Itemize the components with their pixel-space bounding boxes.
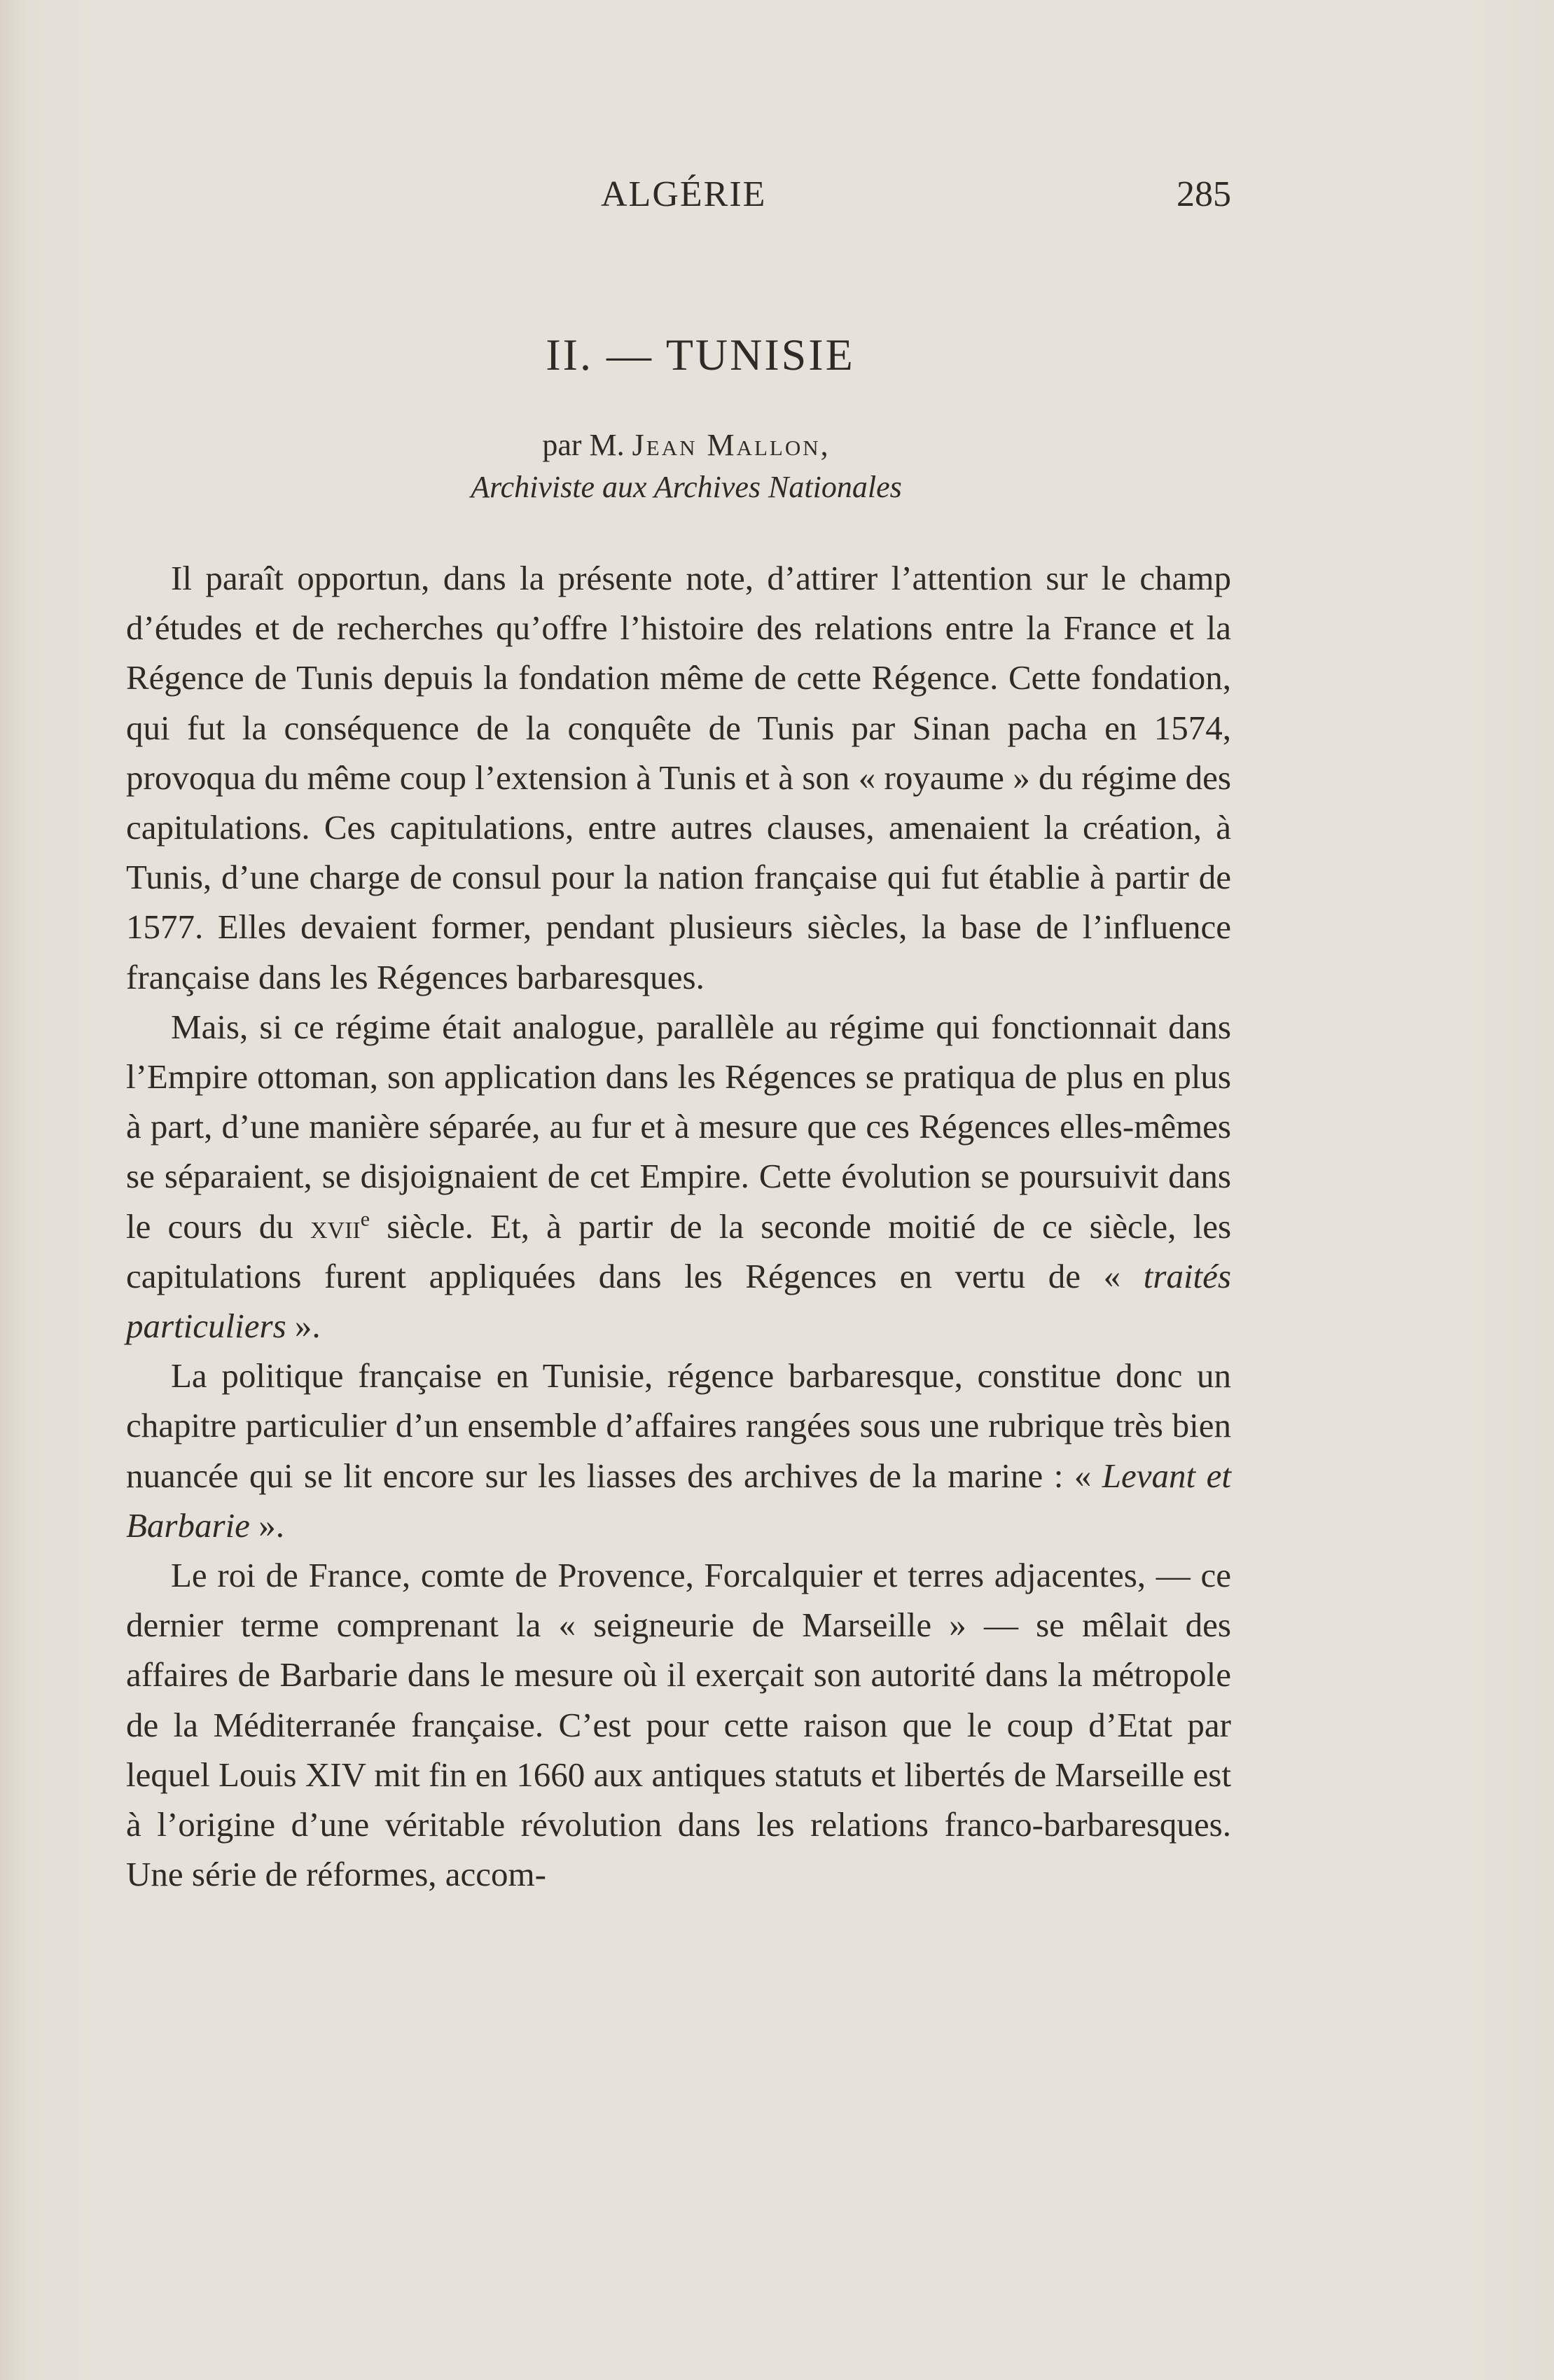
paragraph-2-end: ».	[286, 1307, 321, 1346]
page-number: 285	[1177, 174, 1231, 214]
paragraph-3-text: La politique française en Tunisie, régence barbaresque, constitue donc un chapitre particulier d’un ensemble d’affaires rangées sous une rubrique très bien nuancée qui se lit encore sur les liasses des archives de la marine : «	[126, 1356, 1231, 1495]
paragraph-2-continued: siècle. Et, à partir de la seconde moitié de ce siècle, les capitulations furent appliquées dans les Régences en vertu de «	[126, 1206, 1232, 1295]
byline	[0, 427, 1373, 463]
section-title: II. — TUNISIE	[546, 330, 855, 380]
paragraph-2	[126, 1002, 1231, 1351]
byline-prefix: par M.	[542, 428, 632, 462]
running-title: ALGÉRIE	[601, 174, 767, 214]
levant-barbarie-phrase: Levant et Barbarie	[126, 1456, 1231, 1545]
body-text	[126, 553, 1231, 1899]
author-affiliation: Archiviste aux Archives Nationales	[471, 470, 902, 504]
century-numeral: xvii	[310, 1206, 361, 1246]
paragraph-1: Il paraît opportun, dans la présente note, d’attirer l’attention sur le champ d’études et de recherches qu’offre l’histoire des relations entre la France et la Régence de Tunis depuis la fondation même de cette Régence. Cette fondation, qui fut la conséquence de la conquête de Tunis par Sinan pacha en 1574, provoqua du même coup l’extension à Tunis et à son « royaume » du régime des capitulations. Ces capitulations, entre autres clauses, amenaient la création, à Tunis, d’une charge de consul pour la nation française qui fut établie à partir de 1577. Elles devaient former, pendant plusieurs siècles, la base de l’influence française dans les Régences barbaresques.	[126, 559, 1231, 996]
paragraph-2-text: Mais, si ce régime était analogue, parallèle au régime qui fonctionnait dans l’Empire ottoman, son application dans les Régences se pratiqua de plus en plus à part, d’une manière séparée, au fur et à mesure que ces Régences elles-mêmes se séparaient, se disjoignaient de cet Empire. Cette évolution se poursuivit dans le cours du	[126, 1007, 1231, 1246]
paragraph-3	[126, 1351, 1231, 1550]
treaties-phrase: traités particuliers	[126, 1256, 1231, 1346]
paragraph-4: Le roi de France, comte de Provence, Forcalquier et terres adjacentes, — ce dernier terme comprenant la « seigneurie de Marseille » — se mêlait des affaires de Barbarie dans le mesure où il exerçait son autorité dans la métropole de la Méditerranée française. C’est pour cette raison que le coup d’Etat par lequel Louis XIV mit fin en 1660 aux antiques statuts et libertés de Marseille est à l’origine d’une véritable révolution dans les relations franco-barbaresques. Une série de réformes, accom-	[126, 1556, 1231, 1894]
century-superscript: e	[360, 1207, 370, 1231]
paragraph-3-end: ».	[249, 1505, 284, 1545]
author-name: Jean Mallon,	[632, 428, 831, 462]
